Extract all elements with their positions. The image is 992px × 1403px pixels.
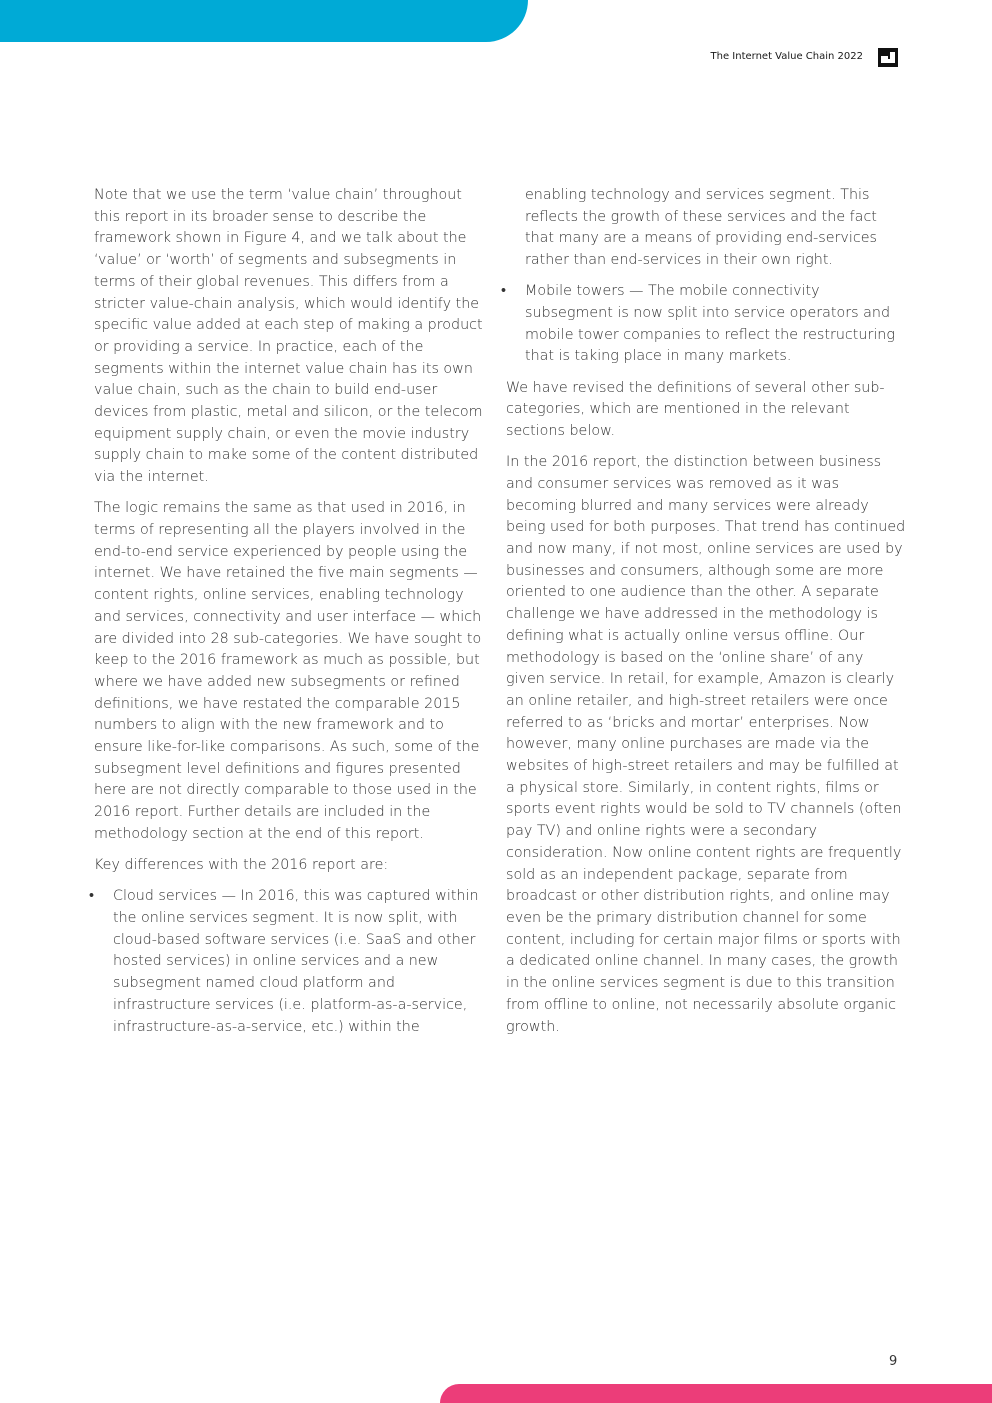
page-number: 9 bbox=[889, 1354, 898, 1369]
paragraph-key-differences-intro: Key differences with the 2016 report are: bbox=[94, 857, 389, 874]
top-accent-band bbox=[0, 0, 528, 42]
paragraph-methodology-logic: The logic remains the same as that used in 2016, in terms of representing all the players involved in the end-to-end service experienced by people using the internet. We have retained the five main segments — content rights, online services, enabling technology and services, connectivity and user interface — which are divided into 28 sub-categories. We have sought to keep to the 2016 framework as much as possible, but where we have added new subsegments or refined definitions, we have restated the comparable 2015 numbers to align with the new framework and to ensure like-for-like comparisons. As such, some of the subsegment level definitions and figures presented here are not directly comparable to those used in the 2016 report. Further details are included in the methodology section at the end of this report. bbox=[94, 500, 482, 842]
list-item-text: Mobile towers — The mobile connectivity subsegment is now split into service operators and mobile tower companies to reflect the restructuring that is taking place in many markets. bbox=[525, 283, 895, 365]
paragraph-revised-definitions: We have revised the definitions of several other sub-categories, which are mentioned in the relevant sections below. bbox=[506, 379, 885, 440]
list-item-text: enabling technology and services segment. This reflects the growth of these services and the fact that many are a means of providing end-services rather than end-services in their own right. bbox=[525, 187, 877, 269]
bottom-accent-band bbox=[440, 1384, 992, 1403]
paragraph-business-consumer: In the 2016 report, the distinction between business and consumer services was removed as it was becoming blurred and many services were already being used for both purposes. That trend has continued and now many, if not most, online services are used by businesses and consumers, although some are more oriented to one audience than the other. A separate challenge we have addressed in the methodology is defining what is actually online versus offline. Our methodology is based on the ‘online share’ of any given service. In retail, for example, Amazon is clearly an online retailer, and high-street retailers were once referred to as ‘bricks and mortar’ enterprises. Now however, many online purchases are made via the websites of high-street retailers and may be fulfilled at a physical store. Similarly, in content rights, films or sports event rights would be sold to TV channels (often pay TV) and online rights were a secondary consideration. Now online content rights are frequently sold as an independent package, separate from broadcast or other distribution rights, and online may even be the primary distribution channel for some content, including for certain major films or sports with a dedicated online channel. In many cases, the growth in the online services segment is due to this transition from offline to online, not necessarily absolute organic growth. bbox=[506, 454, 906, 1035]
list-item-cloud-services bbox=[89, 886, 490, 1038]
key-differences-list-continued bbox=[501, 185, 906, 368]
list-item-text: Cloud services — In 2016, this was captured within the online services segment. It is now split, with cloud-based software services (i.e. SaaS and other hosted services) in online services and a new subsegment named cloud platform and infrastructure services (i.e. platform-as-a-service, infrastructure-as-a-service, etc.) within the bbox=[113, 888, 479, 1035]
bullet-marker: • bbox=[501, 283, 507, 300]
key-differences-list bbox=[89, 886, 490, 1038]
document-title: The Internet Value Chain 2022 bbox=[710, 51, 863, 62]
page-corner-logo-icon bbox=[878, 48, 898, 67]
left-column bbox=[89, 185, 490, 1048]
list-item-cloud-services-continued bbox=[506, 185, 906, 272]
paragraph-value-chain-definition: Note that we use the term ‘value chain’ throughout this report in its broader sense to describe the framework shown in Figure 4, and we talk about the ‘value’ or ‘worth’ of segments and subsegments in terms of their global revenues. This differs from a stricter value-chain analysis, which would identify the specific value added at each step of making a product or providing a service. In practice, each of the segments within the internet value chain has its own value chain, such as the chain to build end-user devices from plastic, metal and silicon, or the telecom equipment supply chain, or even the movie industry supply chain to make some of the content distributed via the internet. bbox=[94, 187, 483, 486]
right-column bbox=[501, 185, 906, 1048]
bullet-marker: • bbox=[89, 888, 95, 905]
list-item-mobile-towers bbox=[501, 281, 906, 368]
